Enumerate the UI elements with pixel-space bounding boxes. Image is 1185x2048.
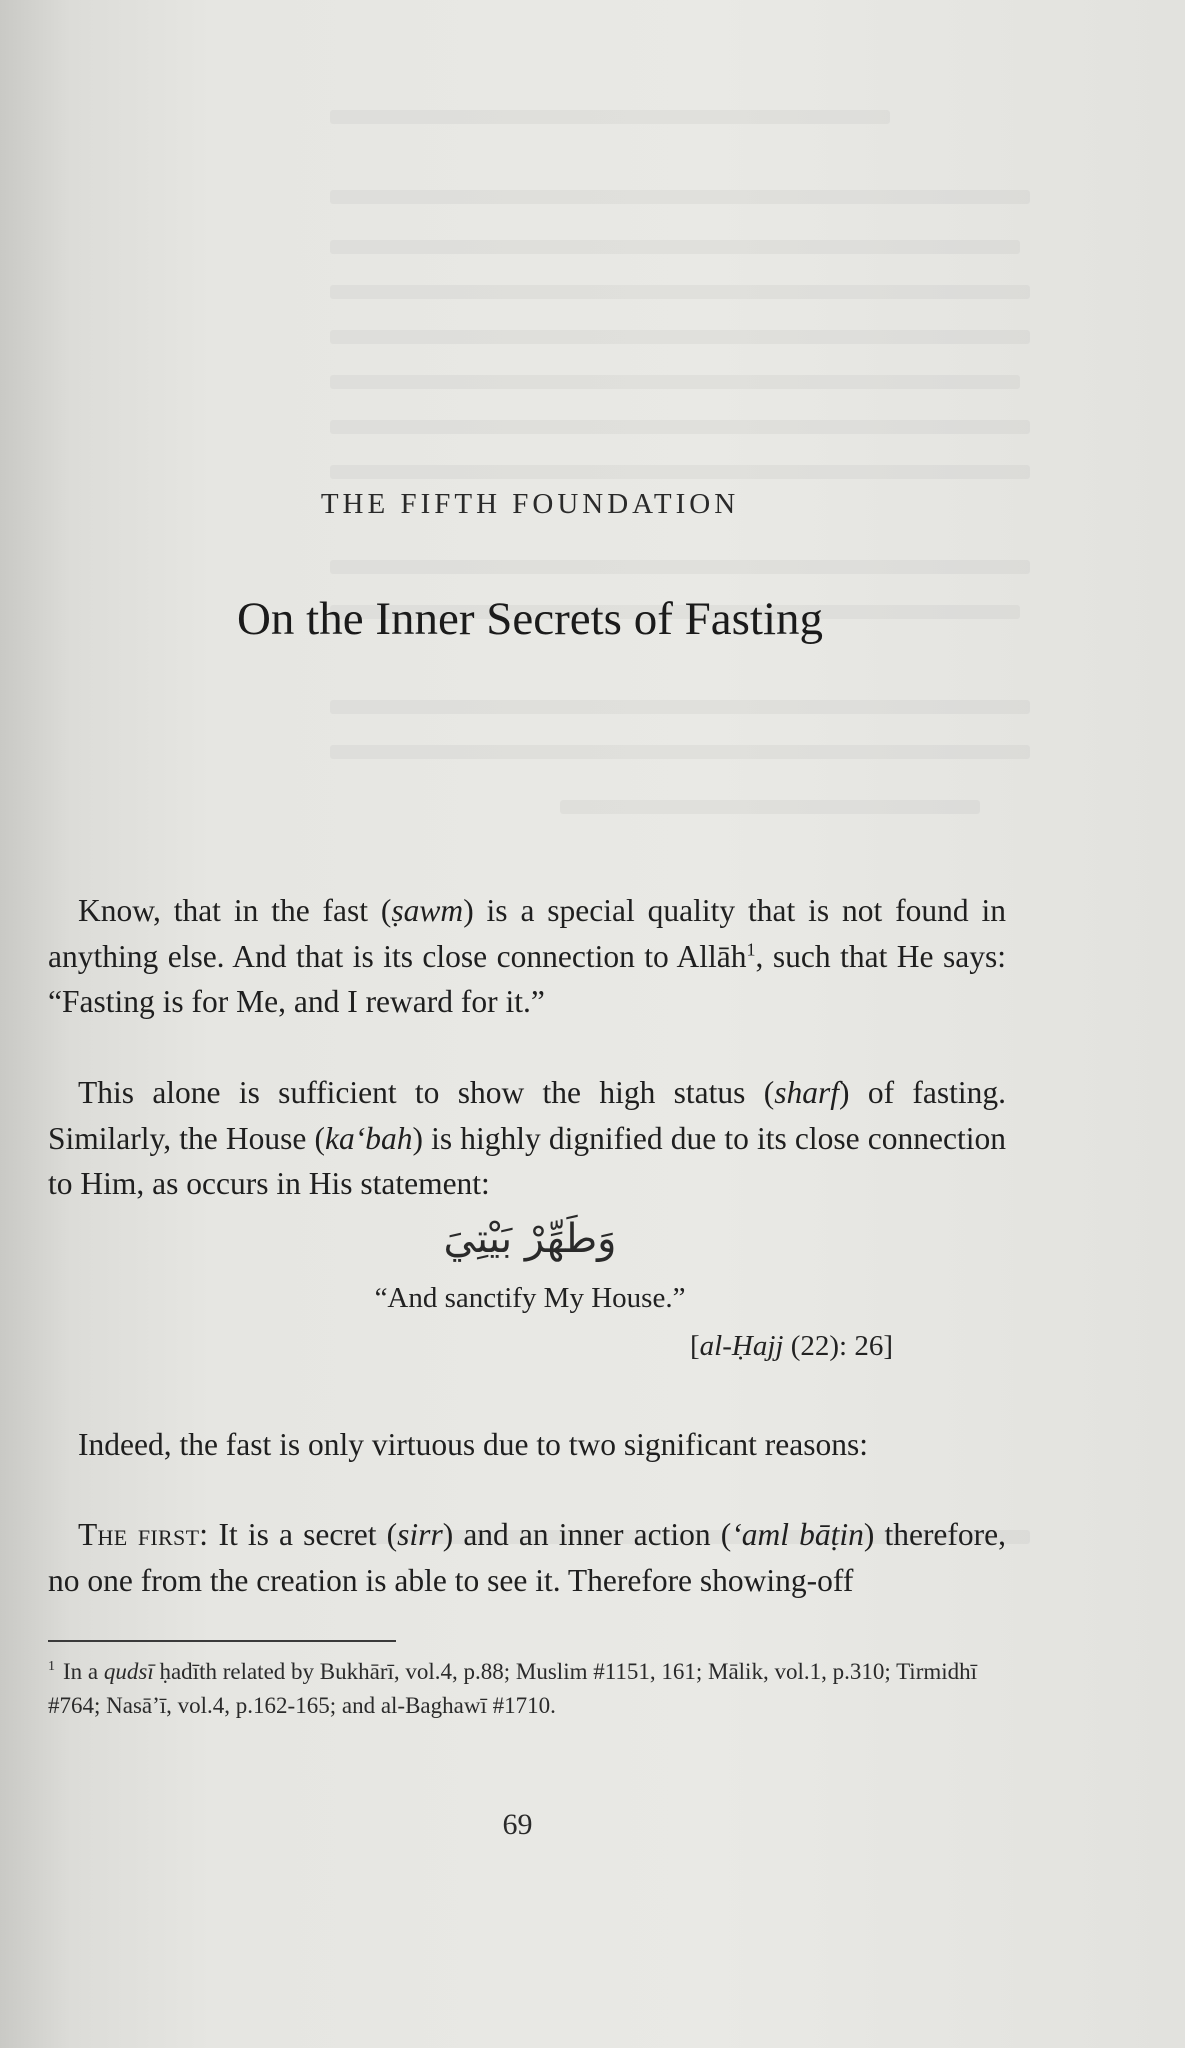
paragraph-text: ) is highly dignified due to its close connection to Him, as occurs in His statement: [48, 1120, 1006, 1201]
show-through-line [330, 465, 1030, 479]
show-through-line [330, 285, 1030, 299]
arabic-verse: وَطَهِّرْ بَيْتِيَ [443, 1216, 617, 1262]
show-through-line [330, 190, 1030, 204]
show-through-line [330, 560, 1030, 574]
show-through-line [560, 800, 980, 814]
paragraph-text: It is a secret ( [208, 1517, 398, 1552]
verse-translation: “And sanctify My House.” [374, 1282, 686, 1314]
transliterated-term: ṣawm [391, 893, 464, 928]
paragraph-text: Know, that in the fast ( [78, 893, 392, 928]
paragraph-3 [48, 1422, 1006, 1468]
page-number: 69 [502, 1808, 533, 1841]
transliterated-term: sharf [774, 1075, 840, 1110]
paragraph-4 [48, 1512, 1006, 1603]
show-through-line [330, 330, 1030, 344]
verse-reference-open: [ [690, 1330, 700, 1362]
paragraph-2 [48, 1070, 1006, 1207]
footnote-text: In a [63, 1659, 104, 1684]
point-label: The first: [78, 1517, 209, 1552]
footnote-mark: 1 [48, 1659, 55, 1675]
footnote-term: qudsī [103, 1659, 154, 1684]
paragraph-text: ) is a special quality that is not found in anything else. And that is its close connection to Allāh [48, 893, 1006, 974]
show-through-line [330, 240, 1020, 254]
paragraph-text: Indeed, the fast is only virtuous due to two significant reasons: [78, 1427, 868, 1462]
show-through-line [330, 375, 1020, 389]
chapter-title: On the Inner Secrets of Fasting [236, 593, 824, 645]
show-through-line [330, 745, 1030, 759]
section-heading: THE FIFTH FOUNDATION [320, 488, 740, 520]
paragraph-text: ) and an inner action ( [442, 1517, 732, 1552]
verse-reference-number: (22): 26] [783, 1330, 893, 1362]
paragraph-text: , such that He says: “Fasting is for Me, and I reward for it.” [48, 938, 1006, 1019]
paragraph-text: ) therefore, no one from the creation is able to see it. Therefore showing-off [48, 1517, 1006, 1598]
footnote-reference: 1 [746, 939, 756, 959]
transliterated-term: sirr [397, 1517, 443, 1552]
surah-name: al-Ḥajj [699, 1330, 784, 1362]
paragraph-text: ) of fasting. Similarly, the House ( [48, 1075, 1006, 1156]
paragraph-1 [48, 888, 1006, 1025]
verse-reference [690, 1330, 893, 1363]
show-through-line [330, 420, 1030, 434]
show-through-line [330, 700, 1030, 714]
show-through-line [330, 110, 890, 124]
footnote-text: ḥadīth related by Bukhārī, vol.4, p.88; Muslim #1151, 161; Mālik, vol.1, p.310; Tirmidhī #764; Nasā’ī, vol.4, p.162-165; and al-Baghawī #1710. [48, 1659, 978, 1718]
transliterated-term: ka‘bah [324, 1120, 413, 1156]
transliterated-term: ‘aml bāṭin [731, 1517, 864, 1552]
footnote-divider [48, 1640, 396, 1642]
paragraph-text: This alone is sufficient to show the high status ( [78, 1075, 775, 1110]
footnote [48, 1655, 1008, 1723]
